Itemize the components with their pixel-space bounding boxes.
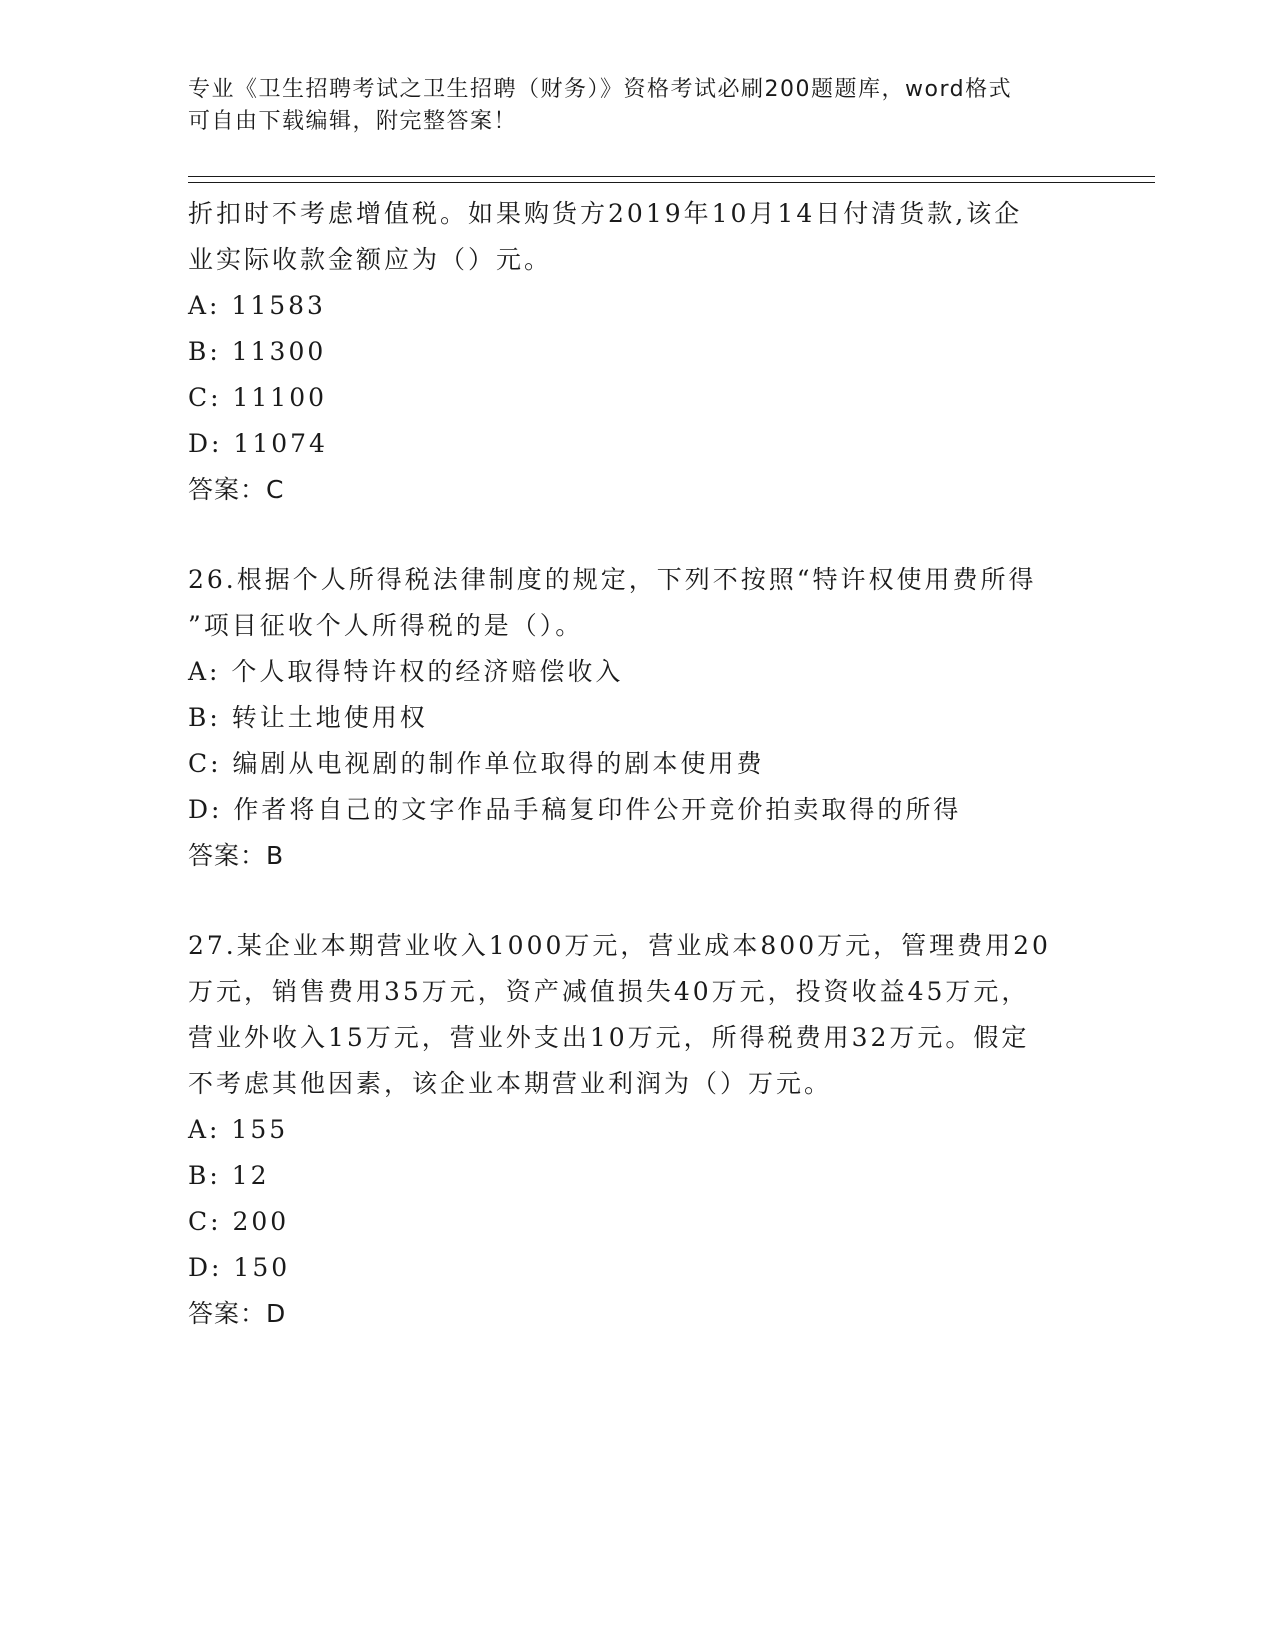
question-stem-line: 27.某企业本期营业收入1000万元，营业成本800万元，管理费用20 <box>188 931 1051 960</box>
header-divider <box>188 176 1155 183</box>
question-25 <box>188 191 1088 513</box>
question-27 <box>188 923 1088 1337</box>
question-stem-line: 折扣时不考虑增值税。如果购货方2019年10月14日付清货款,该企 <box>188 199 1023 228</box>
answer: 答案：D <box>188 1299 287 1328</box>
header-line-2: 可自由下载编辑，附完整答案！ <box>188 109 518 134</box>
option-a: A: 个人取得特许权的经济赔偿收入 <box>188 657 624 686</box>
option-d: D: 11074 <box>188 429 328 458</box>
option-b: B: 11300 <box>188 337 327 366</box>
option-c: C: 11100 <box>188 383 328 412</box>
option-c: C: 编剧从电视剧的制作单位取得的剧本使用费 <box>188 749 765 778</box>
header-line-1: 专业《卫生招聘考试之卫生招聘（财务）》资格考试必刷200题题库，word格式 <box>188 77 1013 102</box>
question-26 <box>188 557 1088 879</box>
option-d: D: 作者将自己的文字作品手稿复印件公开竞价拍卖取得的所得 <box>188 795 962 824</box>
option-c: C: 200 <box>188 1207 290 1236</box>
answer: 答案：B <box>188 841 285 870</box>
option-a: A: 11583 <box>188 291 326 320</box>
question-stem-line: 营业外收入15万元，营业外支出10万元，所得税费用32万元。假定 <box>188 1023 1030 1052</box>
question-stem-line: ”项目征收个人所得税的是（）。 <box>188 611 584 640</box>
option-b: B: 12 <box>188 1161 270 1190</box>
question-stem-line: 万元，销售费用35万元，资产减值损失40万元，投资收益45万元， <box>188 977 1030 1006</box>
answer: 答案：C <box>188 475 285 504</box>
option-d: D: 150 <box>188 1253 291 1282</box>
question-stem-line: 业实际收款金额应为（）元。 <box>188 245 553 274</box>
document-header <box>188 74 1088 138</box>
question-stem-line: 26.根据个人所得税法律制度的规定，下列不按照“特许权使用费所得 <box>188 565 1037 594</box>
question-stem-line: 不考虑其他因素，该企业本期营业利润为（）万元。 <box>188 1069 833 1098</box>
option-b: B: 转让土地使用权 <box>188 703 428 732</box>
option-a: A: 155 <box>188 1115 289 1144</box>
question-list <box>188 191 1088 1337</box>
